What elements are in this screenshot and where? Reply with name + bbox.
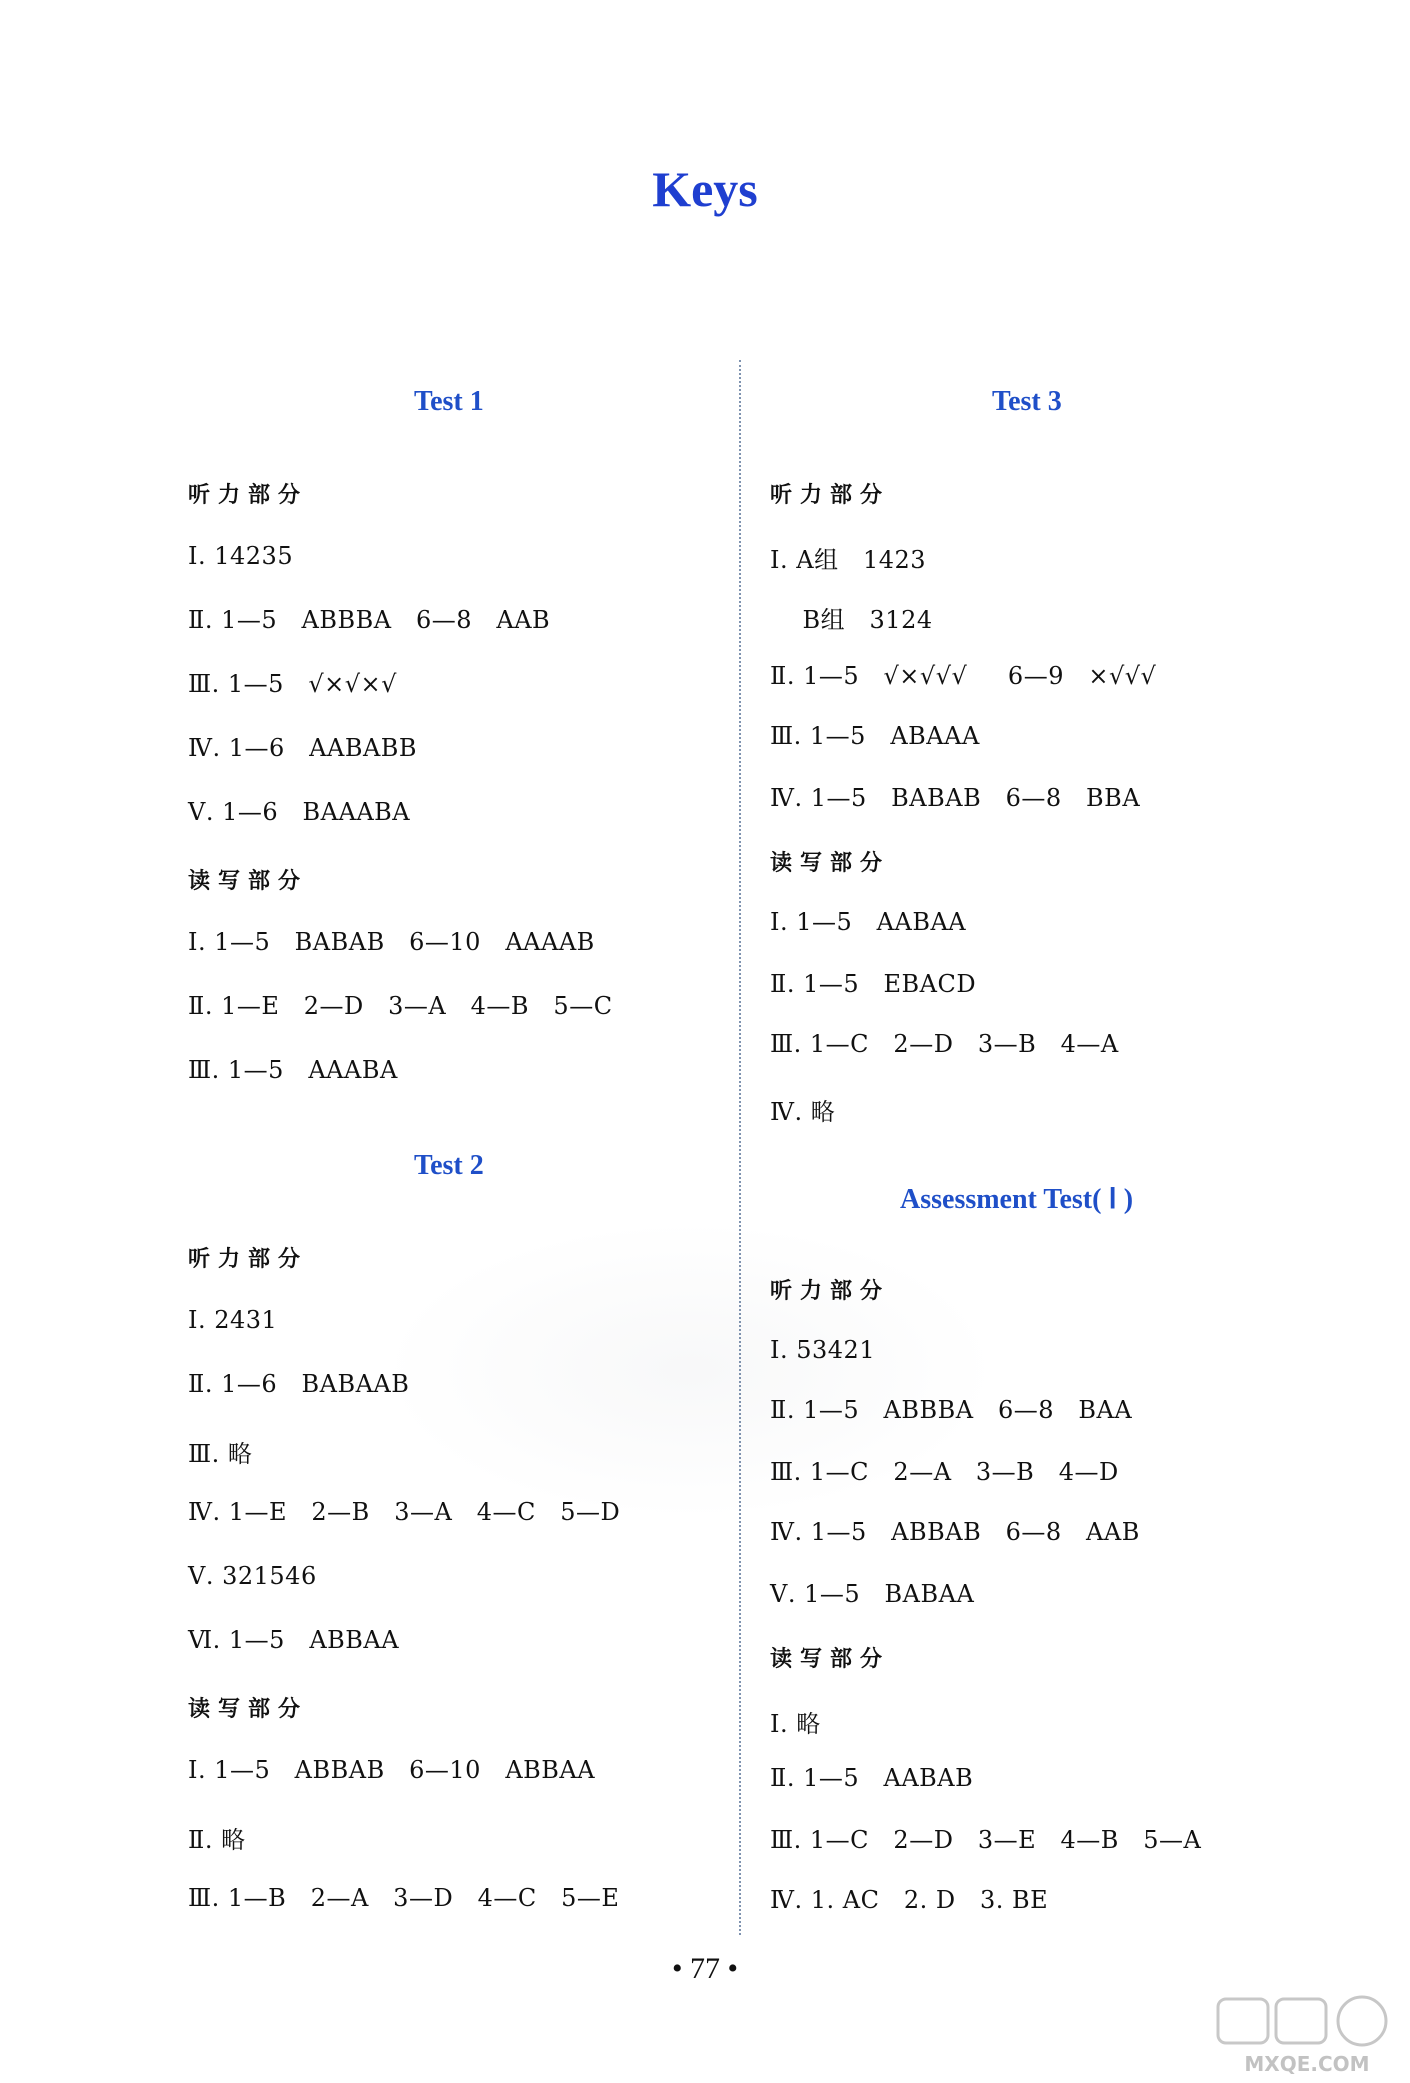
test2-reading-item-1: Ⅰ. 1—5 ABBAB 6—10 ABBAA [188, 1756, 596, 1784]
site-watermark-logo [1212, 1993, 1402, 2077]
test1-reading-item-3: Ⅲ. 1—5 AAABA [188, 1056, 398, 1084]
assessment-reading-item-3: Ⅲ. 1—C 2—D 3—E 4—B 5—A [770, 1826, 1202, 1854]
page-number: • 77 • [671, 1952, 738, 1985]
test2-listening-heading: 听力部分 [188, 1246, 309, 1272]
test2-listening-item-4: Ⅳ. 1—E 2—B 3—A 4—C 5—D [188, 1498, 621, 1526]
test1-reading-heading: 读写部分 [188, 868, 309, 894]
test1-listening-item-2: Ⅱ. 1—5 ABBBA 6—8 AAB [188, 606, 551, 634]
test3-listening-item-1: Ⅰ. A组 1423 [770, 546, 927, 574]
test3-reading-heading: 读写部分 [770, 850, 891, 876]
assessment-reading-item-1: Ⅰ. 略 [770, 1710, 821, 1738]
test1-title: Test 1 [414, 386, 484, 417]
test1-listening-heading: 听力部分 [188, 482, 309, 508]
test1-reading-item-2: Ⅱ. 1—E 2—D 3—A 4—B 5—C [188, 992, 613, 1020]
test3-listening-item-2: B组 3124 [770, 606, 933, 634]
test3-listening-item-4: Ⅲ. 1—5 ABAAA [770, 722, 980, 750]
test3-reading-item-1: Ⅰ. 1—5 AABAA [770, 908, 967, 936]
assessment-listening-item-5: Ⅴ. 1—5 BABAA [770, 1580, 975, 1608]
assessment-listening-item-4: Ⅳ. 1—5 ABBAB 6—8 AAB [770, 1518, 1140, 1546]
test3-listening-heading: 听力部分 [770, 482, 891, 508]
test2-listening-item-2: Ⅱ. 1—6 BABAAB [188, 1370, 410, 1398]
test2-listening-item-5: Ⅴ. 321546 [188, 1562, 317, 1590]
test3-reading-item-4: Ⅳ. 略 [770, 1098, 836, 1126]
test1-reading-item-1: Ⅰ. 1—5 BABAB 6—10 AAAAB [188, 928, 595, 956]
test3-reading-item-2: Ⅱ. 1—5 EBACD [770, 970, 977, 998]
assessment-reading-item-4: Ⅳ. 1. AC 2. D 3. BE [770, 1886, 1049, 1914]
page-title: Keys [652, 161, 758, 217]
test1-listening-item-3: Ⅲ. 1—5 √×√×√ [188, 670, 397, 698]
svg-text:MXQE.COM: MXQE.COM [1244, 2052, 1370, 2076]
test2-title: Test 2 [414, 1150, 484, 1181]
assessment-listening-item-2: Ⅱ. 1—5 ABBBA 6—8 BAA [770, 1396, 1133, 1424]
test3-listening-item-5: Ⅳ. 1—5 BABAB 6—8 BBA [770, 784, 1141, 812]
test2-listening-item-3: Ⅲ. 略 [188, 1440, 253, 1468]
assessment-title: Assessment Test( Ⅰ ) [900, 1184, 1134, 1215]
test3-title: Test 3 [992, 386, 1062, 417]
test1-listening-item-1: Ⅰ. 14235 [188, 542, 294, 570]
test2-listening-item-1: Ⅰ. 2431 [188, 1306, 278, 1334]
test2-reading-heading: 读写部分 [188, 1696, 309, 1722]
test1-listening-item-5: Ⅴ. 1—6 BAAABA [188, 798, 411, 826]
column-divider [739, 360, 741, 1935]
assessment-reading-heading: 读写部分 [770, 1646, 891, 1672]
test2-reading-item-2: Ⅱ. 略 [188, 1826, 246, 1854]
test2-reading-item-3: Ⅲ. 1—B 2—A 3—D 4—C 5—E [188, 1884, 620, 1912]
assessment-listening-heading: 听力部分 [770, 1278, 891, 1304]
assessment-reading-item-2: Ⅱ. 1—5 AABAB [770, 1764, 974, 1792]
assessment-listening-item-1: Ⅰ. 53421 [770, 1336, 876, 1364]
test2-listening-item-6: Ⅵ. 1—5 ABBAA [188, 1626, 400, 1654]
test3-reading-item-3: Ⅲ. 1—C 2—D 3—B 4—A [770, 1030, 1119, 1058]
test1-listening-item-4: Ⅳ. 1—6 AABABB [188, 734, 418, 762]
test3-listening-item-3: Ⅱ. 1—5 √×√√√ 6—9 ×√√√ [770, 662, 1157, 690]
assessment-listening-item-3: Ⅲ. 1—C 2—A 3—B 4—D [770, 1458, 1119, 1486]
